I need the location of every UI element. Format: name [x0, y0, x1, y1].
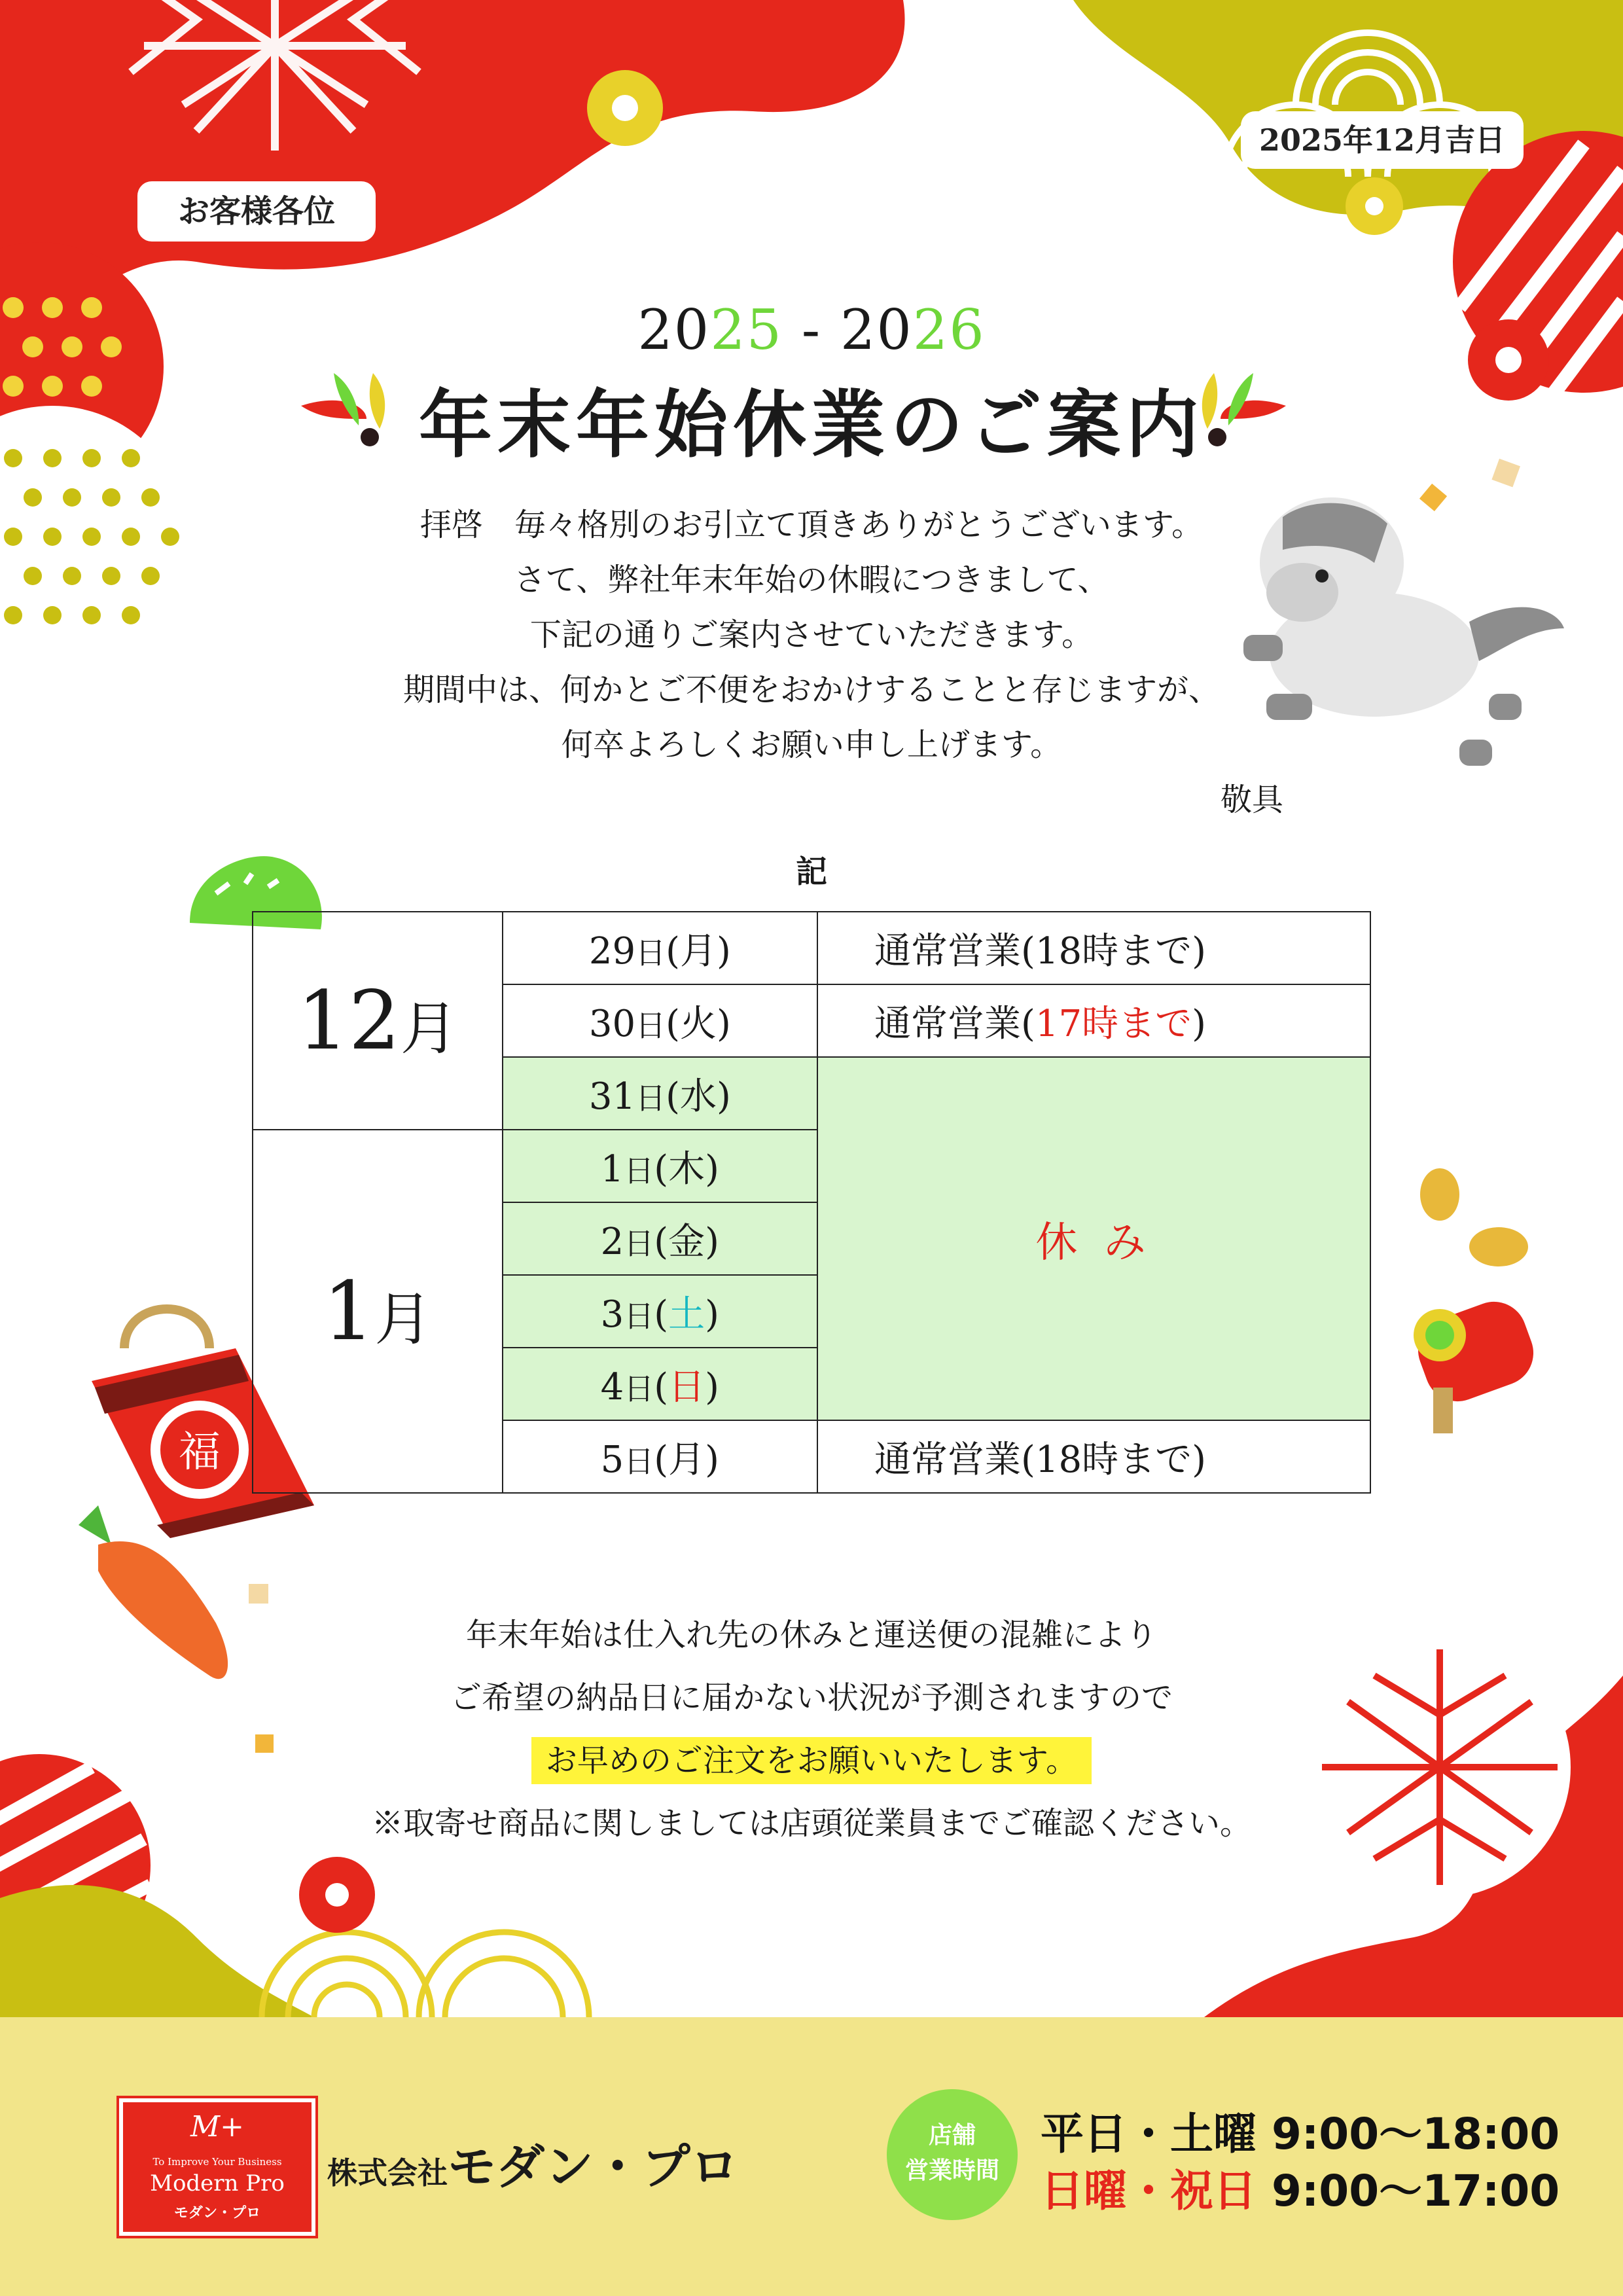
- weekday: (木): [654, 1147, 719, 1191]
- status-cell: 通常営業(18時まで): [817, 912, 1370, 984]
- weekday: (月): [666, 929, 731, 973]
- year-end-suffix: 26: [912, 298, 986, 362]
- month-january: [253, 1130, 503, 1493]
- intro-line: 拝啓 毎々格別のお引立て頂きありがとうございます。: [419, 507, 1204, 543]
- intro-line: 何卒よろしくお願い申し上げます。: [561, 726, 1062, 763]
- notice-highlight: お早めのご注文をお願いいたします。: [531, 1737, 1092, 1784]
- notice-line: 年末年始は仕入れ先の休みと運送便の混雑により: [465, 1617, 1157, 1653]
- date-cell: [503, 1420, 817, 1493]
- weekday-open: (: [654, 1293, 669, 1336]
- date-cell: [503, 1057, 817, 1130]
- weekday-time: 9:00〜18:00: [1271, 2109, 1560, 2159]
- weekday: (金): [654, 1220, 719, 1263]
- day-unit: 日: [635, 1080, 666, 1116]
- date-label: 2025年12月吉日: [1241, 111, 1524, 169]
- hours-badge-line: 営業時間: [904, 2157, 999, 2184]
- recipient-label: お客様各位: [137, 181, 376, 242]
- closed-cell: 休 み: [817, 1057, 1370, 1420]
- day-unit: 日: [624, 1225, 654, 1261]
- day-number: 5: [600, 1438, 624, 1481]
- day-unit: 日: [624, 1371, 654, 1407]
- plum-blossom-icon: [587, 70, 663, 146]
- date-cell: [503, 912, 817, 984]
- day-unit: 日: [635, 1007, 666, 1043]
- day-number: 31: [588, 1075, 636, 1118]
- intro-paragraph: [0, 497, 1623, 772]
- intro-line: 期間中は、何かとご不便をおかけすることと存じますが、: [402, 672, 1220, 708]
- year-start-suffix: 25: [710, 298, 783, 362]
- closing-word: 敬具: [1221, 781, 1284, 818]
- footer-band: [0, 2017, 1623, 2296]
- day-unit: 日: [624, 1298, 654, 1334]
- date-cell: [503, 1275, 817, 1348]
- notice-paragraph: [0, 1604, 1623, 1855]
- weekday: (月): [654, 1438, 719, 1481]
- plum-blossom-icon: [1346, 177, 1403, 235]
- holiday-time: 9:00〜17:00: [1271, 2166, 1560, 2216]
- day-unit: 日: [624, 1443, 654, 1479]
- weekday-label: 平日・土曜: [1041, 2109, 1257, 2159]
- page-title: 年末年始休業のご案内: [419, 382, 1204, 468]
- logo-kana: モダン・プロ: [173, 2205, 261, 2221]
- notice-line: ご希望の納品日に届かない状況が予測されますので: [450, 1679, 1173, 1716]
- date-cell: [503, 1202, 817, 1275]
- intro-line: 下記の通りご案内させていただきます。: [529, 617, 1094, 653]
- month-number: 1: [323, 1264, 375, 1359]
- title-years: [0, 298, 1623, 362]
- weekday-saturday: 土: [668, 1293, 705, 1336]
- weekday: (水): [666, 1075, 731, 1118]
- mallet-illustration: [1409, 1293, 1543, 1433]
- month-number: 12: [296, 973, 401, 1068]
- weekday: (火): [666, 1002, 731, 1045]
- holiday-label: 日曜・祝日: [1041, 2166, 1257, 2216]
- day-number: 2: [600, 1220, 624, 1263]
- logo-name: Modern Pro: [150, 2170, 285, 2197]
- status-prefix: 通常営業(: [874, 1002, 1035, 1045]
- month-unit: 月: [400, 994, 458, 1062]
- intro-line: さて、弊社年末年始の休暇につきまして、: [514, 562, 1109, 598]
- year-start-prefix: 20: [637, 298, 711, 362]
- day-unit: 日: [624, 1153, 654, 1189]
- table-row: [253, 912, 1370, 984]
- day-number: 1: [600, 1147, 624, 1191]
- date-cell: [503, 1348, 817, 1420]
- hours-badge: [887, 2089, 1018, 2220]
- day-number: 29: [588, 929, 636, 973]
- year-separator: -: [783, 298, 840, 362]
- company-logo: [116, 2096, 318, 2238]
- holiday-schedule-table: [252, 911, 1371, 1494]
- status-cell: 通常営業(18時まで): [817, 1420, 1370, 1493]
- month-december: [253, 912, 503, 1130]
- weekday-sunday: 日: [668, 1365, 705, 1408]
- seigaiha-wave-pattern: [262, 1932, 589, 2017]
- day-number: 4: [600, 1365, 624, 1408]
- holiday-hours: [1041, 2156, 1560, 2218]
- weekday-close: ): [705, 1365, 720, 1408]
- logo-tagline: To Improve Your Business: [152, 2156, 282, 2168]
- year-end-prefix: 20: [840, 298, 913, 362]
- company-name: [327, 2128, 739, 2198]
- day-number: 30: [588, 1002, 636, 1045]
- company-prefix: 株式会社: [327, 2155, 448, 2191]
- month-unit: 月: [374, 1285, 433, 1353]
- company-main: モダン・プロ: [448, 2139, 739, 2195]
- koban-coin-icon: [1420, 1168, 1528, 1266]
- svg-text:福: 福: [179, 1428, 221, 1477]
- notice-highlight-line: [0, 1729, 1623, 1792]
- date-cell: [503, 1130, 817, 1202]
- notice-line: ※取寄せ商品に関しましては店頭従業員までご確認ください。: [371, 1805, 1251, 1842]
- weekday-hours: [1041, 2099, 1560, 2161]
- status-cell: [817, 984, 1370, 1057]
- status-highlight: 17時まで: [1035, 1002, 1192, 1045]
- weekday-open: (: [654, 1365, 669, 1408]
- logo-mark: M+: [190, 2110, 244, 2144]
- weekday-close: ): [705, 1293, 720, 1336]
- day-number: 3: [600, 1293, 624, 1336]
- plum-blossom-icon: [299, 1857, 375, 1933]
- status-suffix: ): [1192, 1002, 1207, 1045]
- hours-badge-line: 店舗: [928, 2122, 976, 2149]
- schedule-heading: 記: [795, 853, 827, 890]
- day-unit: 日: [635, 935, 666, 971]
- date-cell: [503, 984, 817, 1057]
